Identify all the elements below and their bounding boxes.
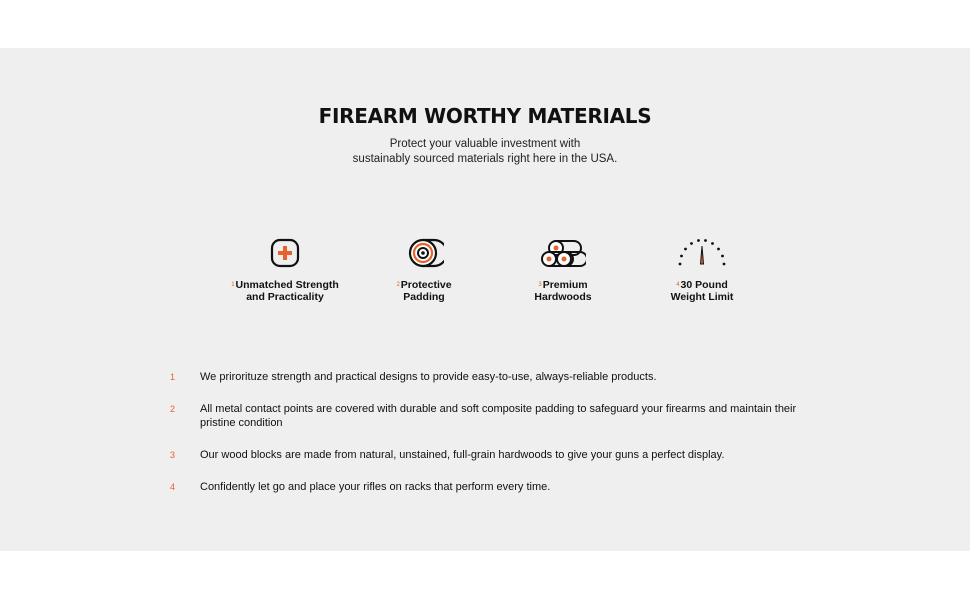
feature-line-2: Padding [403,291,445,303]
feature-strength [215,236,355,303]
subtitle-line-1: Protect your valuable investment with [389,138,581,150]
list-item-text: Our wood blocks are made from natural, unstained, full-grain hardwoods to give your guns a perfect display. [200,449,725,461]
feature-line-1: Protective [400,279,452,291]
feature-weight-limit [632,236,772,303]
list-item-number: 1 [170,372,176,382]
list-item-number: 4 [170,482,176,492]
feature-line-2: Hardwoods [534,291,592,303]
feature-label [215,279,355,303]
feature-number: 3 [538,282,542,288]
feature-line-1: Premium [542,279,588,291]
feature-label [493,279,633,303]
feature-line-2: and Practicality [246,291,324,303]
wood-logs-icon [540,236,586,270]
feature-padding [354,236,494,303]
plus-shield-icon [268,236,302,270]
list-item-text: Confidently let go and place your rifles on racks that perform every time. [200,481,551,493]
gauge-icon [676,236,728,270]
section-title: FIREARM WORTHY MATERIALS [318,104,652,128]
feature-line-1: Unmatched Strength [235,279,339,291]
feature-number: 2 [396,282,400,288]
feature-number: 1 [231,282,235,288]
section-subtitle [0,137,970,167]
feature-line-1: 30 Pound [680,279,728,291]
list-item-number: 3 [170,450,176,460]
feature-label [354,279,494,303]
feature-label [632,279,772,303]
padding-roll-icon [404,236,444,270]
subtitle-line-2: sustainably sourced materials right here in the USA. [352,153,618,165]
feature-line-2: Weight Limit [670,291,734,303]
feature-hardwoods [493,236,633,303]
list-item-number: 2 [170,404,176,414]
list-item-text: We prirorituze strength and practical designs to provide easy-to-use, always-reliable products. [200,371,657,383]
feature-number: 4 [676,282,680,288]
list-item-text: All metal contact points are covered with durable and soft composite padding to safeguard your firearms and maintain their pristine condition [200,403,797,429]
